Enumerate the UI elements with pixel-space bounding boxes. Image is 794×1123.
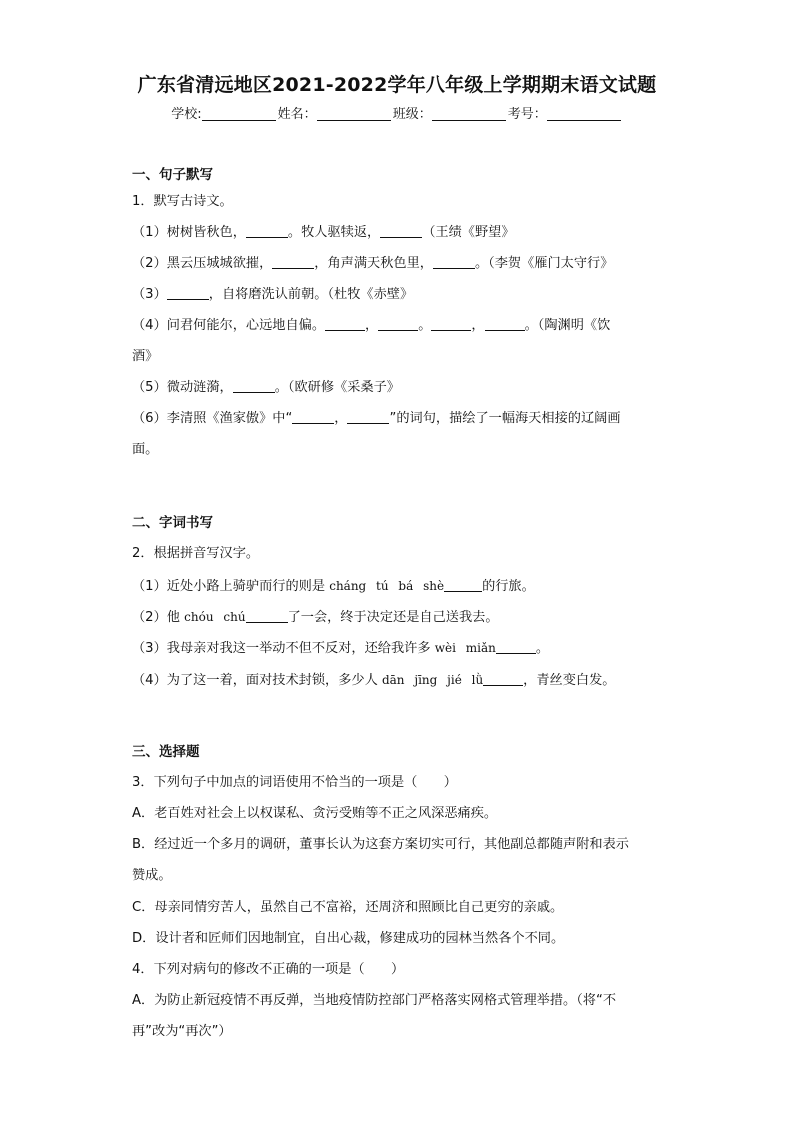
answer-blank[interactable] (483, 672, 523, 686)
answer-blank[interactable] (246, 609, 288, 623)
number-label: 考号： (507, 107, 547, 122)
answer-blank[interactable] (380, 224, 422, 238)
q1-line-3: （3） ，自将磨洗认前朝。（杜牧《赤壁》 (132, 287, 414, 302)
pinyin: wèi miǎn (434, 641, 496, 655)
question-1: 1．默写古诗文。 (132, 194, 233, 209)
question-3: 3．下列句子中加点的词语使用不恰当的一项是（ ） (132, 775, 457, 790)
answer-blank[interactable] (378, 317, 418, 331)
q2-line-4: （4）为了这一着，面对技术封锁，多少人 dān jīng jié lǜ ，青丝变白发。 (132, 673, 616, 688)
q2-line-2: （2）他 chóu chú 了一会，终于决定还是自己送我去。 (132, 610, 499, 625)
page-title: 广东省清远地区2021-2022学年八年级上学期期末语文试题 (137, 74, 657, 96)
q1-line-4-cont: 酒》 (132, 349, 159, 364)
section-heading-2: 二、字词书写 (132, 515, 213, 531)
answer-blank[interactable] (431, 317, 471, 331)
answer-blank[interactable] (496, 640, 536, 654)
option-c[interactable]: C．母亲同情穷苦人，虽然自己不富裕，还周济和照顾比自己更穷的亲戚。 (132, 900, 564, 915)
school-blank[interactable] (202, 106, 276, 121)
question-2: 2．根据拼音写汉字。 (132, 546, 260, 561)
option-b[interactable]: B．经过近一个多月的调研，董事长认为这套方案切实可行，其他副总都随声附和表示 (132, 837, 629, 852)
answer-blank[interactable] (325, 317, 365, 331)
answer-blank[interactable] (233, 379, 275, 393)
q1-line-4: （4）问君何能尔，心远地自偏。 ， 。 ， 。（陶渊明《饮 (132, 318, 611, 333)
pinyin: cháng tú bá shè (329, 579, 445, 593)
q2-line-3: （3）我母亲对我这一举动不但不反对，还给我许多 wèi miǎn 。 (132, 641, 550, 656)
answer-blank[interactable] (272, 255, 314, 269)
option-b-cont: 赞成。 (132, 868, 172, 883)
answer-blank[interactable] (485, 317, 525, 331)
number-blank[interactable] (547, 106, 621, 121)
q4-option-a-cont: 再”改为“再次”） (132, 1024, 232, 1039)
pinyin: dān jīng jié lǜ (381, 673, 484, 687)
name-label: 姓名： (277, 107, 317, 122)
q1-line-6-cont: 面。 (132, 442, 159, 457)
name-blank[interactable] (317, 106, 391, 121)
q4-option-a[interactable]: A．为防止新冠疫情不再反弹，当地疫情防控部门严格落实网格式管理举措。（将“不 (132, 993, 617, 1008)
answer-blank[interactable] (347, 410, 389, 424)
answer-blank[interactable] (246, 224, 288, 238)
q1-line-1: （1）树树皆秋色， 。牧人驱犊返， （王绩《野望》 (132, 225, 515, 240)
option-a[interactable]: A．老百姓对社会上以权谋私、贪污受贿等不正之风深恶痛疾。 (132, 806, 498, 821)
answer-blank[interactable] (444, 578, 482, 592)
class-label: 班级： (392, 107, 432, 122)
question-4: 4．下列对病句的修改不正确的一项是（ ） (132, 962, 405, 977)
q2-line-1: （1）近处小路上骑驴而行的则是 cháng tú bá shè 的行旅。 (132, 579, 535, 594)
answer-blank[interactable] (167, 286, 209, 300)
option-d[interactable]: D．设计者和匠师们因地制宜，自出心裁，修建成功的园林当然各个不同。 (132, 931, 565, 946)
section-heading-3: 三、选择题 (132, 744, 200, 760)
q1-line-2: （2）黑云压城城欲摧， ，角声满天秋色里， 。（李贺《雁门太守行》 (132, 256, 614, 271)
answer-blank[interactable] (433, 255, 475, 269)
section-heading-1: 一、句子默写 (132, 167, 213, 183)
pinyin: chóu chú (184, 610, 246, 624)
answer-blank[interactable] (292, 410, 334, 424)
q1-line-5: （5）微动涟漪， 。（欧研修《采桑子》 (132, 380, 400, 395)
class-blank[interactable] (432, 106, 506, 121)
student-info-row (0, 103, 794, 122)
school-label: 学校: (171, 107, 202, 122)
q1-line-6: （6）李清照《渔家傲》中“ ， ”的词句，描绘了一幅海天相接的辽阔画 (132, 411, 621, 426)
